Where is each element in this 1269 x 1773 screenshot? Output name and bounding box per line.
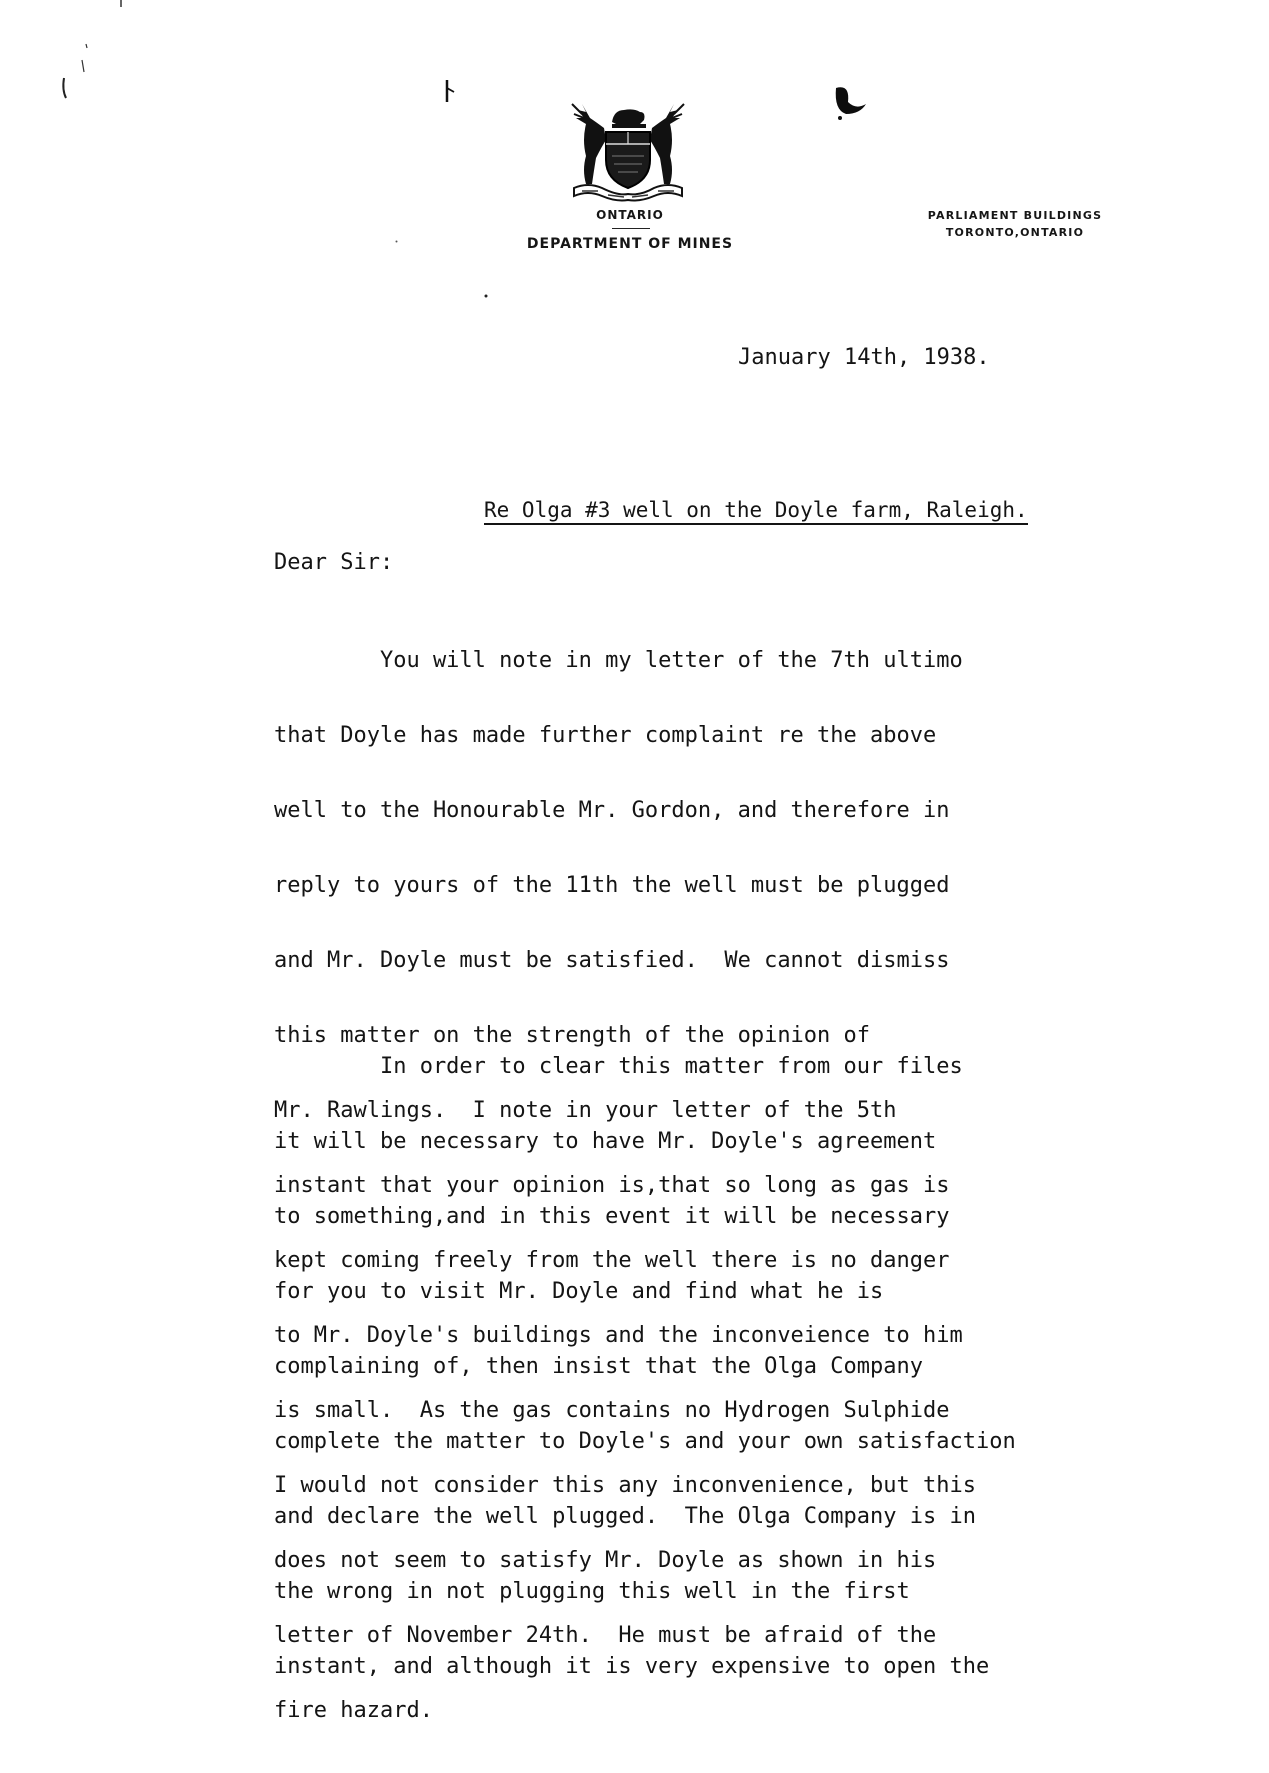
paragraph-line: instant that your opinion is,that so long as gas is xyxy=(274,1173,950,1198)
address-line-2: TORONTO,ONTARIO xyxy=(945,226,1085,239)
paragraph-line: Mr. Rawlings. I note in your letter of the 5th xyxy=(274,1098,897,1123)
paragraph-line: and Mr. Doyle must be satisfied. We cannot dismiss xyxy=(274,948,950,973)
paragraph-line: the wrong in not plugging this well in the first xyxy=(274,1579,910,1604)
ink-blot xyxy=(830,80,870,122)
paragraph-line: letter of November 24th. He must be afraid of the xyxy=(274,1623,937,1648)
letter-salutation: Dear Sir: xyxy=(274,550,394,575)
ontario-coat-of-arms-icon xyxy=(568,100,688,205)
paragraph-line: reply to yours of the 11th the well must be plugged xyxy=(274,873,950,898)
paragraph-line: this matter on the strength of the opinion of xyxy=(274,1023,871,1048)
paragraph-line: to something,and in this event it will be necessary xyxy=(274,1204,950,1229)
address-line-1: PARLIAMENT BUILDINGS xyxy=(927,209,1103,222)
letterhead-province: ONTARIO xyxy=(596,208,664,222)
ink-mark-small xyxy=(443,78,457,104)
paragraph-line: does not seem to satisfy Mr. Doyle as shown in his xyxy=(274,1548,937,1573)
letterhead-address xyxy=(900,207,1130,241)
paragraph-line: I would not consider this any inconvenience, but this xyxy=(274,1473,976,1498)
paragraph-line: In order to clear this matter from our files xyxy=(274,1054,963,1079)
paragraph-line: complete the matter to Doyle's and your own satisfaction xyxy=(274,1429,1016,1454)
paragraph-line: kept coming freely from the well there is no danger xyxy=(274,1248,950,1273)
paragraph-line: and declare the well plugged. The Olga Company is in xyxy=(274,1504,976,1529)
letterhead-divider xyxy=(612,228,650,229)
paragraph-line: You will note in my letter of the 7th ultimo xyxy=(274,648,963,673)
margin-pen-mark xyxy=(52,30,92,100)
letter-subject: Re Olga #3 well on the Doyle farm, Raleigh. xyxy=(484,498,1028,525)
paragraph-line: that Doyle has made further complaint re the above xyxy=(274,723,937,748)
paragraph-line: fire hazard. xyxy=(274,1698,433,1723)
paragraph-line: complaining of, then insist that the Olga Company xyxy=(274,1354,924,1379)
speck-2 xyxy=(395,240,398,243)
paragraph-line: instant, and although it is very expensive to open the xyxy=(274,1654,990,1679)
paragraph-line: well to the Honourable Mr. Gordon, and therefore in xyxy=(274,798,950,823)
paragraph-line: it will be necessary to have Mr. Doyle's agreement xyxy=(274,1129,937,1154)
paragraph-line: is small. As the gas contains no Hydrogen Sulphide xyxy=(274,1398,950,1423)
body-paragraph-2 xyxy=(274,1004,1016,1729)
top-edge-mark xyxy=(118,0,124,8)
speck-1 xyxy=(484,294,488,298)
letterhead-department: DEPARTMENT OF MINES xyxy=(526,236,734,252)
letter-date: January 14th, 1938. xyxy=(738,345,990,370)
paragraph-line: to Mr. Doyle's buildings and the inconveience to him xyxy=(274,1323,963,1348)
paragraph-line: for you to visit Mr. Doyle and find what he is xyxy=(274,1279,884,1304)
